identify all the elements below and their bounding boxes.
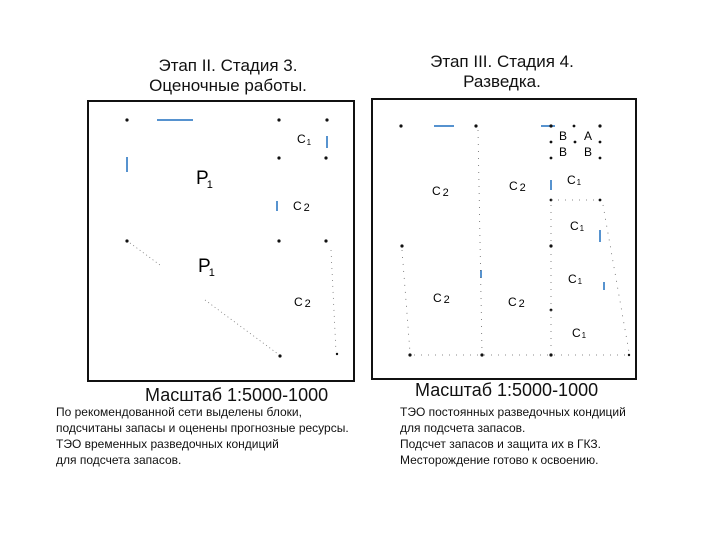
right-description [400, 404, 626, 468]
left-label-p-lower-sub: 1 [208, 267, 215, 279]
right-title-line2: Разведка. [463, 72, 541, 91]
left-title-line2: Оценочные работы. [149, 76, 307, 95]
right-label-c2-d: С [508, 295, 517, 309]
right-label-c1-c: С [568, 272, 577, 286]
right-scale-label: Масштаб 1:5000-1000 [415, 380, 599, 400]
right-label-b1: В [559, 129, 568, 143]
right-label-c2-a: С [432, 184, 441, 198]
svg-text:С2 [509, 179, 526, 194]
left-scale-label: Масштаб 1:5000-1000 [145, 385, 329, 405]
left-label-c-top-sub: 1 [306, 138, 312, 147]
svg-text:С1 [570, 219, 585, 233]
left-label-c-top: С [297, 132, 306, 146]
right-label-b2: В [559, 145, 568, 159]
left-description [56, 404, 349, 468]
right-label-c2-d-sub: 2 [518, 298, 525, 310]
svg-text:С1 [567, 173, 582, 187]
right-label-c1-b: С [570, 219, 579, 233]
right-label-a: А [584, 129, 593, 143]
svg-text:С2 [433, 291, 450, 306]
svg-text:С2 [508, 295, 525, 310]
left-desc-line: для подсчета запасов. [56, 453, 182, 467]
left-label-c-low-sub: 2 [304, 298, 311, 310]
right-desc-line: Подсчет запасов и защита их в ГКЗ. [400, 437, 601, 451]
right-label-c1-b-sub: 1 [579, 224, 585, 233]
right-label-c2-b-sub: 2 [519, 182, 526, 194]
right-label-c1-a-sub: 1 [576, 178, 582, 187]
left-desc-line: По рекомендованной сети выделены блоки, [56, 405, 302, 419]
right-label-c1-d: С [572, 326, 581, 340]
svg-text:С2 [432, 184, 449, 199]
right-desc-line: для подсчета запасов. [400, 421, 526, 435]
left-desc-line: ТЭО временных разведочных кондиций [56, 437, 279, 451]
right-label-c1-c-sub: 1 [577, 277, 583, 286]
right-boreholes [399, 124, 630, 356]
left-label-p-lower: Р [198, 256, 211, 277]
right-label-b3: В [584, 145, 593, 159]
left-label-c-mid-sub: 2 [303, 202, 310, 214]
right-label-c2-b: С [509, 179, 518, 193]
right-label-c1-d-sub: 1 [581, 331, 587, 340]
right-label-c2-c: С [433, 291, 442, 305]
svg-text:С1 [568, 272, 583, 286]
left-label-p-upper-sub: 1 [206, 179, 213, 191]
right-title-line1: Этап III. Стадия 4. [430, 52, 574, 71]
right-label-c2-a-sub: 2 [442, 187, 449, 199]
svg-text:С1 [572, 326, 587, 340]
right-desc-line: ТЭО постоянных разведочных кондиций [400, 405, 626, 419]
right-label-c1-a: С [567, 173, 576, 187]
right-label-c2-c-sub: 2 [443, 294, 450, 306]
right-desc-line: Месторождение готово к освоению. [400, 453, 599, 467]
left-label-p-upper: Р [196, 168, 209, 189]
left-label-c-low: С [294, 295, 303, 309]
left-desc-line: подсчитаны запасы и оценены прогнозные ресурсы. [56, 421, 349, 435]
left-title-line1: Этап II. Стадия 3. [158, 56, 298, 75]
left-label-c-mid: С [293, 199, 302, 213]
